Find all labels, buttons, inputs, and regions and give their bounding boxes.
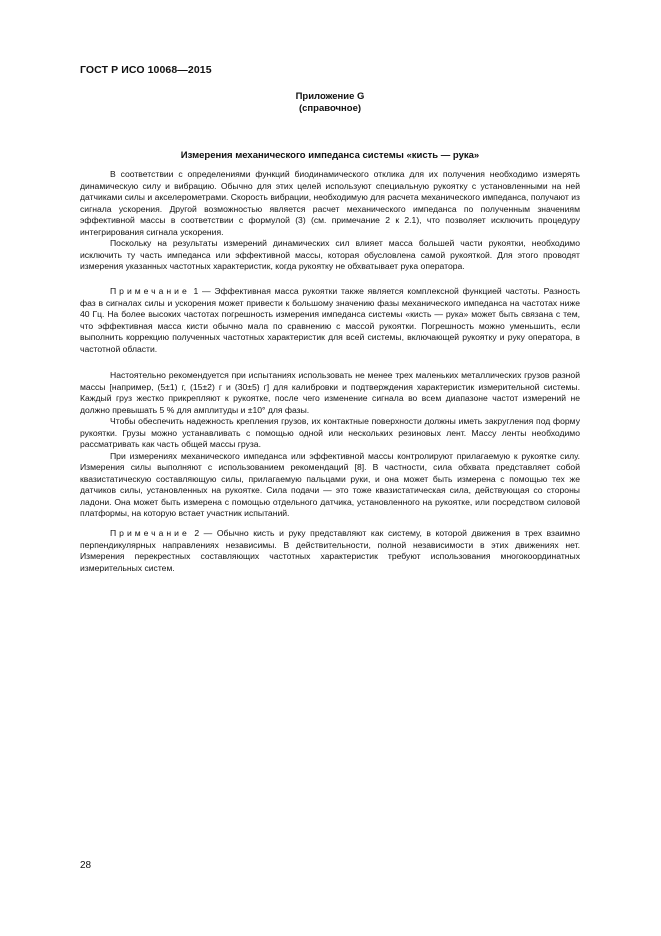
- main-block: [80, 370, 580, 520]
- page-number: 28: [80, 860, 92, 871]
- note-2-label: Примечание: [110, 528, 190, 538]
- paragraph-1: В соответствии с определениями функций биодинамического отклика для их получения необходимо измерять динамическую силу и вибрацию. Обычно для этих целей используют специальную рукоятку с установленными на ней датчиками силы и акселерометрами. Скорость вибрации, необходимую для расчета механического импеданса, получают из сигнала ускорения. Другой возможностью является расчет механического импеданса по полученным значениям эффективной массы в соответствии с формулой (3) (см. примечание 2 к 2.1), что позволяет исключить процедуру интегрирования сигнала ускорения.: [80, 169, 580, 237]
- appendix-heading: [80, 91, 580, 115]
- paragraph-4: Чтобы обеспечить надежность крепления грузов, их контактные поверхности должны иметь закругления под форму рукоятки. Грузы можно устанавливать с помощью одной или нескольких резиновых лент. Массу ленты необходимо рассматривать как часть общей массы груза.: [80, 416, 580, 449]
- appendix-subtitle: (справочное): [298, 103, 362, 114]
- note-1-text: 1 — Эффективная масса рукоятки также является комплексной функцией частоты. Разность фаз в сигналах силы и ускорения может привести к большому значению фазы механического импеданса на частотах ниже 40 Гц. На более высоких частотах погрешность измерения импеданса системы «кисть — рука» может быть связана с тем, что эффективная масса кисти обычно мала по сравнению с массой рукоятки. Погрешность можно уменьшить, если выполнить коррекцию полученных частотных характеристик для всей системы, включающей рукоятку и руку оператора, в частотной области.: [80, 286, 580, 354]
- paragraph-5: При измерениях механического импеданса или эффективной массы контролируют прилагаемую к рукоятке силу. Измерения силы выполняют с использованием рекомендаций [8]. В частности, сила обхвата представляет собой квазистатическую составляющую силы, прилагаемую пальцами руки, и она может быть измерена с помощью тех же датчиков силы, установленных на рукоятке. Сила подачи — это тоже квазистатическая сила, действующая со стороны ладони. Она может быть измерена с помощью отдельного датчика, установленного на рукоятке, или посредством силовой платформы, на которую встает участник испытаний.: [80, 450, 580, 518]
- note-2-text: 2 — Обычно кисть и руку представляют как систему, в которой движения в трех взаимно перпендикулярных направлениях независимы. В действительности, полной независимости в этих движениях нет. Измерения перекрестных составляющих частотных характеристик требуют использования многокоординатных измерительных систем.: [80, 528, 580, 573]
- paragraph-2: Поскольку на результаты измерений динамических сил влияет масса большей части рукоятки, необходимо исключить ту часть импеданса или эффективной массы, которая обусловлена самой рукояткой. Для этого проводят измерения указанных частотных характеристик, когда рукоятку не обхватывает рука оператора.: [80, 238, 580, 271]
- note-2: [80, 528, 580, 574]
- paragraph-3: Настоятельно рекомендуется при испытаниях использовать не менее трех маленьких металлических грузов разной массы [например, (5±1) г, (15±2) г и (30±5) г] для калибровки и подтверждения характеристик измерительной системы. Каждый груз жестко прикрепляют к рукоятке, после чего изменение сигнала во всем диапазоне частот измерений не должно превышать 5 % для амплитуды и ±10° для фазы.: [80, 370, 580, 415]
- note-1-paragraph: [80, 286, 580, 355]
- document-code: ГОСТ Р ИСО 10068—2015: [80, 64, 212, 76]
- appendix-title: Приложение G: [295, 91, 365, 102]
- section-title: Измерения механического импеданса системы «кисть — рука»: [180, 150, 480, 161]
- intro-block: [80, 169, 580, 273]
- note-2-paragraph: [80, 528, 580, 574]
- note-1-label: Примечание: [110, 286, 190, 296]
- note-1: [80, 286, 580, 355]
